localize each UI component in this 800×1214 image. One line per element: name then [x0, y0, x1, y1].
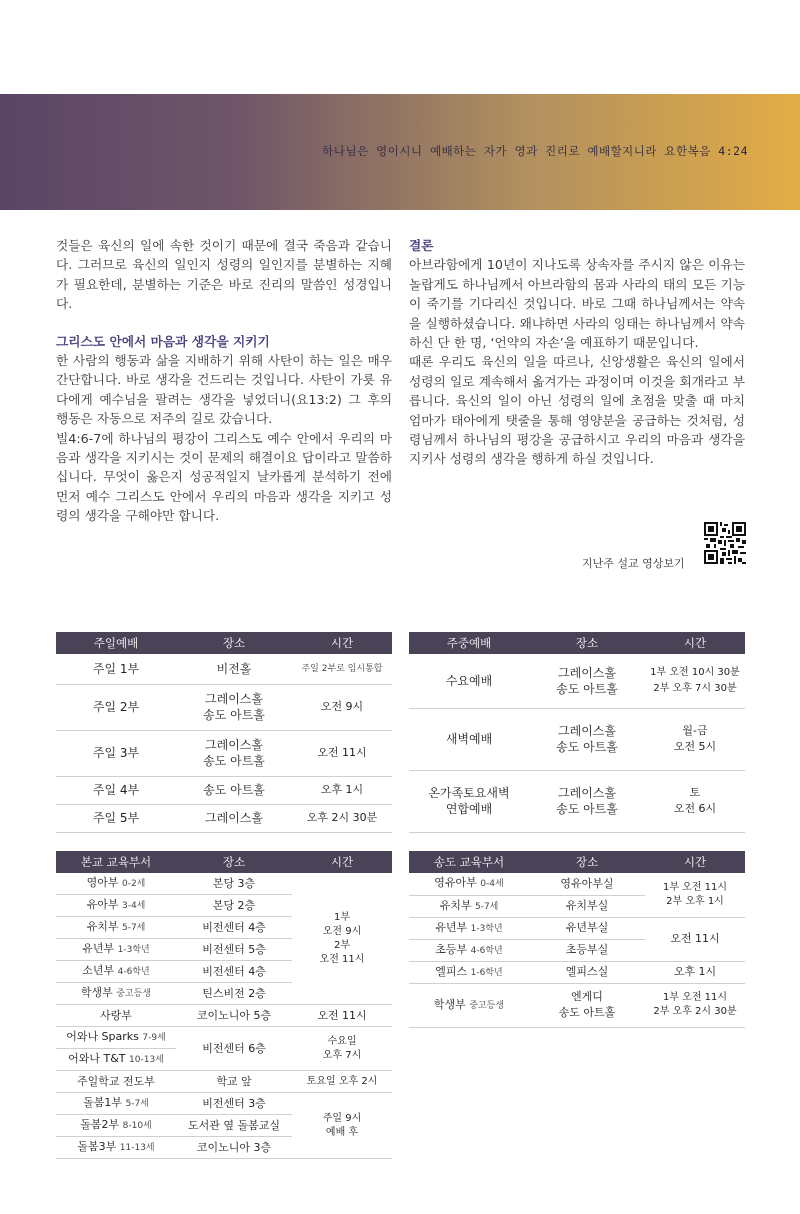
left-paragraph-3: 빌4:6-7에 하나님의 평강이 그리스도 예수 안에서 우리의 마음과 생각을 지키시는 것이 문제의 해결이요 답이라고 말씀하십니다. 무엇이 옳은지 성공적일지 날카롭게 분석하기 전에 먼저 예수 그리스도 안에서 우리의 마음과 생각을 지키고 성령의 생각을 구해야만 합니다.: [56, 430, 392, 524]
column-header: 시간: [645, 632, 745, 654]
column-header: 시간: [292, 851, 392, 873]
service-place: 그레이스홀 송도 아트홀: [529, 708, 645, 770]
dept-place: 엔게디 송도 아트홀: [529, 983, 645, 1027]
service-time: 1부 오전 10시 30분 2부 오후 7시 30분: [645, 654, 745, 708]
service-time: 오전 11시: [292, 730, 392, 776]
dept-age: 5-7세: [125, 1099, 149, 1109]
dept-name: 소년부: [82, 964, 115, 977]
table-row: [56, 1093, 392, 1115]
dept-name: 초등부: [435, 942, 468, 956]
service-time: 오후 1시: [292, 776, 392, 804]
dept-name: 어와나 Sparks: [66, 1030, 139, 1043]
dept-age: 0-2세: [121, 879, 146, 889]
service-name: 주일 2부: [56, 684, 176, 730]
left-column: [56, 236, 392, 526]
column-header: 시간: [645, 851, 745, 873]
dept-name: 돌봄3부: [77, 1140, 117, 1153]
qr-label: 지난주 설교 영상보기: [582, 557, 685, 570]
table-row: [56, 1071, 392, 1093]
dept-place: 비전센터 6층: [176, 1027, 292, 1071]
dept-name: 유아부: [86, 898, 119, 911]
dept-name: 학생부: [80, 986, 113, 999]
dept-age: 중고등생: [469, 1000, 505, 1011]
column-header: 장소: [529, 632, 645, 654]
service-place: 그레이스홀 송도 아트홀: [176, 730, 292, 776]
section-heading-mind: 그리스도 안에서 마음과 생각을 지키기: [56, 333, 270, 349]
dept-age: 10-13세: [129, 1055, 164, 1065]
dept-place: 도서관 옆 돌봄교실: [176, 1115, 292, 1137]
table-row: [56, 873, 392, 895]
dept-place: 코이노니아 3층: [176, 1137, 292, 1159]
table-row: [409, 961, 745, 983]
service-time: 토 오전 6시: [645, 770, 745, 832]
table-row: [56, 730, 392, 776]
service-time: 월-금 오전 5시: [645, 708, 745, 770]
dept-name: 엘피스: [435, 964, 468, 978]
dept-time: 주일 9시 예배 후: [292, 1093, 392, 1159]
dept-age: 7-9세: [142, 1033, 166, 1043]
dept-time: 1부 오전 11시 2부 오후 1시: [645, 873, 745, 917]
dept-age: 1-3학년: [117, 945, 150, 955]
dept-time: 오후 1시: [645, 961, 745, 983]
table-row: [409, 654, 745, 708]
right-column: [409, 236, 745, 469]
table-row: [409, 873, 745, 895]
right-paragraph-1: 아브라함에게 10년이 지나도록 상속자를 주시지 않은 이유는 놀랍게도 하나님께서 아브라함의 몸과 사라의 태의 모든 기능이 죽기를 기다리신 것입니다. 바로 그때 하나님께서는 약속을 실행하셨습니다. 왜냐하면 사라의 잉태는 하나님께서 약속하신 단 한 명, ‘언약의 자손’을 예표하기 때문입니다.: [409, 257, 745, 351]
header-banner: [0, 94, 800, 210]
dept-name: 사랑부: [56, 1005, 176, 1027]
dept-age: 8-10세: [122, 1121, 152, 1131]
main-education-table: [56, 851, 392, 1159]
dept-age: 1-6학년: [470, 967, 503, 978]
table-row: [409, 770, 745, 832]
service-name: 주일 1부: [56, 654, 176, 684]
dept-place: 비전센터 4층: [176, 961, 292, 983]
service-name: 주일 3부: [56, 730, 176, 776]
dept-place: 영유아부실: [529, 873, 645, 895]
right-paragraph-2: 때론 우리도 육신의 일을 따르나, 신앙생활은 육신의 일에서 성령의 일로 계속해서 옮겨가는 과정이며 이것을 회개라고 부릅니다. 육신의 일이 아닌 성령의 일에 초점을 맞출 때 마치 엄마가 태아에게 탯줄을 통해 영양분을 공급하는 것처럼, 성령님께서 하나님의 평강을 공급하시고 우리의 마음과 생각을 지키사 성령의 생각을 행하게 하실 것입니다.: [409, 354, 745, 467]
service-name: 주일 5부: [56, 804, 176, 832]
table-row: [56, 804, 392, 832]
table-row: [409, 708, 745, 770]
service-place: 그레이스홀 송도 아트홀: [529, 654, 645, 708]
dept-name: 유치부: [86, 920, 119, 933]
service-place: 송도 아트홀: [176, 776, 292, 804]
dept-place: 비전센터 3층: [176, 1093, 292, 1115]
dept-time: 1부 오전 9시 2부 오전 11시: [292, 873, 392, 1005]
songdo-education-table: [409, 851, 745, 1028]
column-header: 장소: [529, 851, 645, 873]
dept-time: 오전 11시: [292, 1005, 392, 1027]
sunday-worship-table: [56, 632, 392, 833]
table-row: [409, 983, 745, 1027]
dept-name: 돌봄2부: [80, 1118, 120, 1131]
dept-time: 1부 오전 11시 2부 오후 2시 30분: [645, 983, 745, 1027]
dept-place: 초등부실: [529, 939, 645, 961]
dept-age: 중고등생: [116, 989, 152, 999]
dept-time: 토요일 오후 2시: [292, 1071, 392, 1093]
table-row: [56, 684, 392, 730]
table-row: [409, 917, 745, 939]
left-paragraph-1: 것들은 육신의 일에 속한 것이기 때문에 결국 죽음과 같습니다. 그러므로 육신의 일인지 성령의 일인지를 분별하는 지혜가 필요한데, 분별하는 기준은 바로 진리의 말씀인 성경입니다.: [56, 238, 392, 312]
column-header: 시간: [292, 632, 392, 654]
left-paragraph-2: 한 사람의 행동과 삶을 지배하기 위해 사탄이 하는 일은 매우 간단합니다. 바로 생각을 건드리는 것입니다. 사탄이 가룟 유다에게 예수님을 팔려는 생각을 넣었더니(요13:2) 그 후의 행동은 자동으로 저주의 길로 갔습니다.: [56, 353, 392, 427]
service-name: 새벽예배: [409, 708, 529, 770]
column-header: 본교 교육부서: [56, 851, 176, 873]
dept-place: 틴스비전 2층: [176, 983, 292, 1005]
table-row: [56, 1027, 392, 1049]
section-heading-conclusion: 결론: [409, 238, 434, 253]
dept-name: 어와나 T&T: [68, 1052, 126, 1065]
dept-place: 본당 2층: [176, 895, 292, 917]
service-time: 주일 2부로 임시통합: [292, 654, 392, 684]
service-time: 오후 2시 30분: [292, 804, 392, 832]
column-header: 장소: [176, 851, 292, 873]
dept-age: 3-4세: [121, 901, 146, 911]
service-name: 주일 4부: [56, 776, 176, 804]
dept-age: 0-4세: [480, 879, 504, 890]
dept-name: 학생부: [433, 997, 466, 1011]
dept-name: 영유아부: [434, 876, 477, 890]
service-name: 온가족토요새벽 연합예배: [409, 770, 529, 832]
dept-name: 주일학교 전도부: [56, 1071, 176, 1093]
dept-place: 비전센터 5층: [176, 939, 292, 961]
dept-age: 4-6학년: [117, 967, 150, 977]
dept-name: 유년부: [82, 942, 115, 955]
dept-time: 수요일 오후 7시: [292, 1027, 392, 1071]
sermon-video-link[interactable]: [560, 520, 746, 570]
dept-place: 본당 3층: [176, 873, 292, 895]
dept-name: 영아부: [86, 876, 119, 889]
dept-place: 비전센터 4층: [176, 917, 292, 939]
dept-time: 오전 11시: [645, 917, 745, 961]
banner-verse: 하나님은 영이시니 예배하는 자가 영과 진리로 예배할지니라 요한복음 4:24: [322, 144, 748, 158]
service-place: 그레이스홀: [176, 804, 292, 832]
weekday-worship-table: [409, 632, 745, 833]
dept-name: 유치부: [439, 898, 472, 912]
column-header: 장소: [176, 632, 292, 654]
dept-age: 4-6학년: [470, 945, 503, 956]
dept-name: 돌봄1부: [83, 1096, 122, 1109]
dept-place: 유치부실: [529, 895, 645, 917]
service-place: 그레이스홀 송도 아트홀: [176, 684, 292, 730]
table-row: [56, 1005, 392, 1027]
service-name: 수요예배: [409, 654, 529, 708]
service-place: 비전홀: [176, 654, 292, 684]
column-header: 주일예배: [56, 632, 176, 654]
qr-code-icon[interactable]: [704, 522, 746, 564]
dept-place: 학교 앞: [176, 1071, 292, 1093]
dept-age: 1-3학년: [470, 923, 503, 934]
dept-age: 5-7세: [474, 901, 499, 912]
dept-place: 엘피스실: [529, 961, 645, 983]
dept-place: 코이노니아 5층: [176, 1005, 292, 1027]
service-time: 오전 9시: [292, 684, 392, 730]
column-header: 주중예배: [409, 632, 529, 654]
column-header: 송도 교육부서: [409, 851, 529, 873]
service-place: 그레이스홀 송도 아트홀: [529, 770, 645, 832]
dept-age: 11-13세: [119, 1143, 155, 1153]
dept-age: 5-7세: [121, 923, 146, 933]
dept-name: 유년부: [435, 920, 468, 934]
dept-place: 유년부실: [529, 917, 645, 939]
table-row: [56, 776, 392, 804]
table-row: [56, 654, 392, 684]
